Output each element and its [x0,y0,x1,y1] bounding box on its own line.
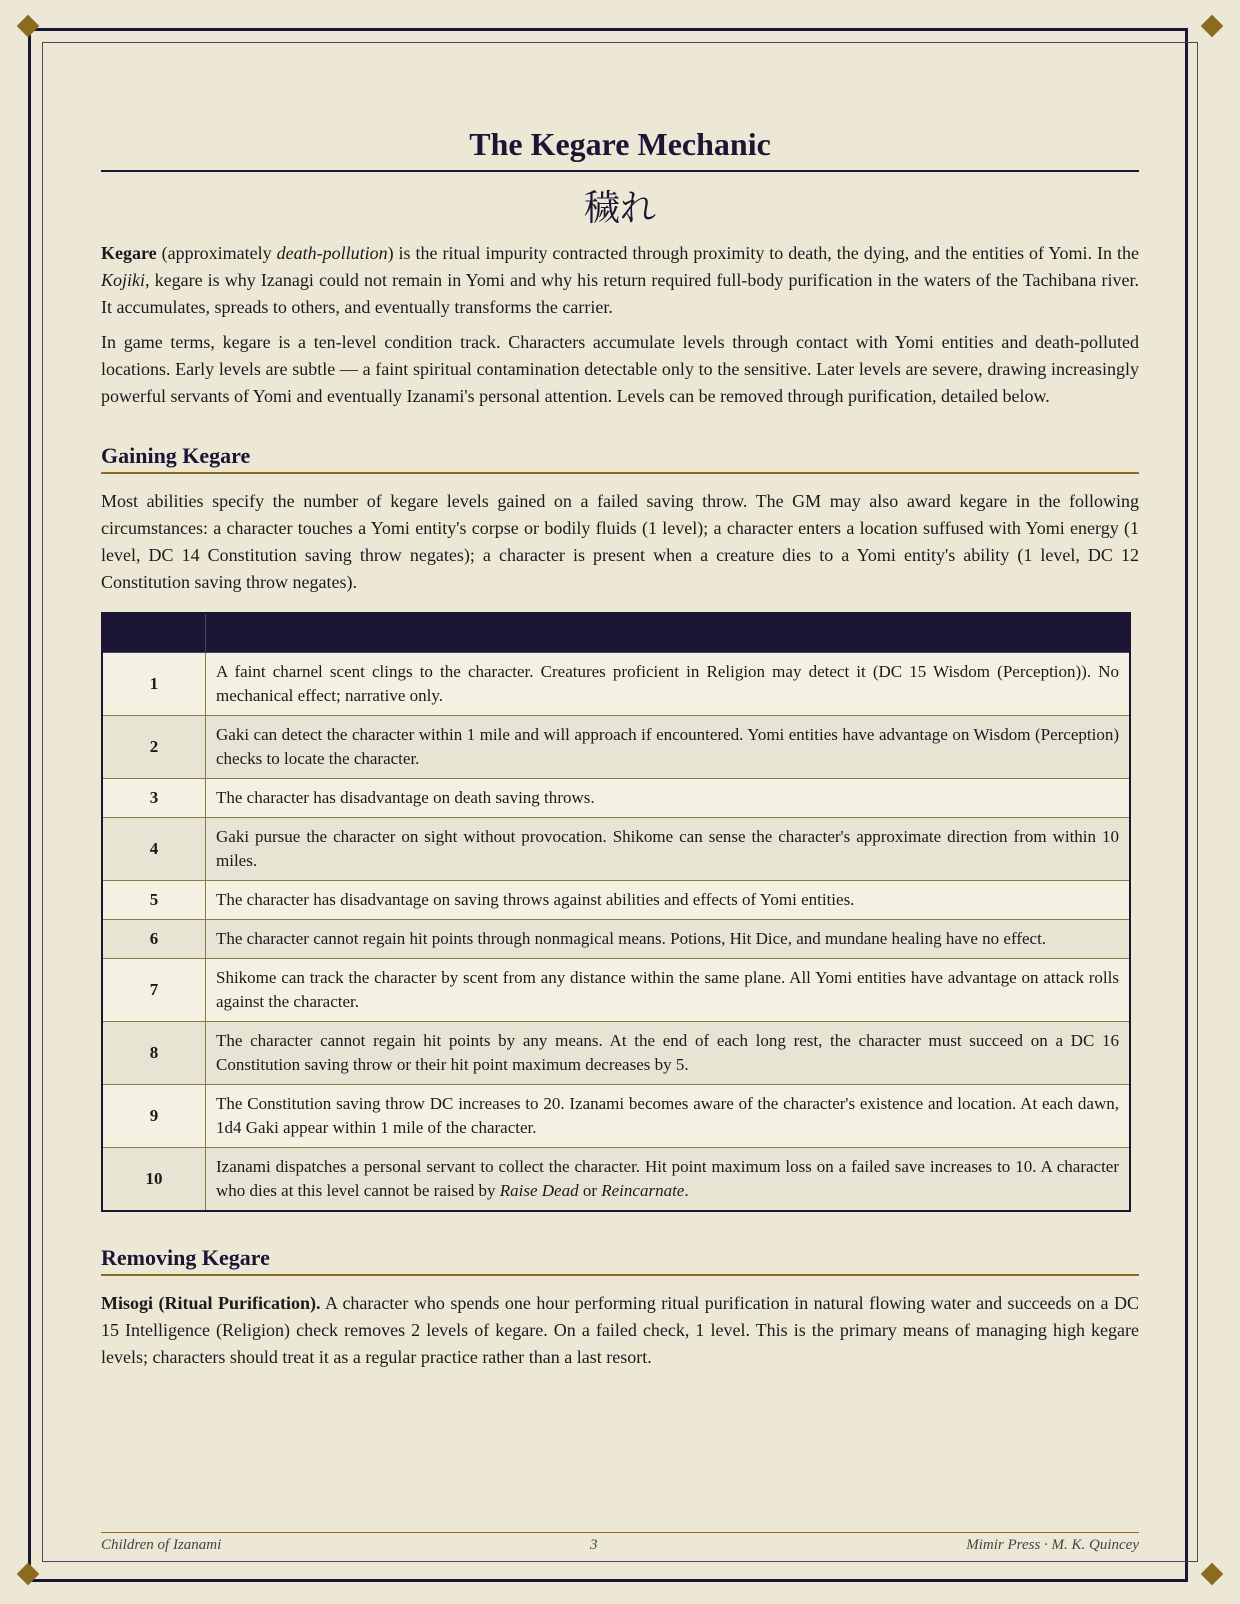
source-title: Kojiki [101,270,145,290]
effect-cell: Gaki pursue the character on sight without provocation. Shikome can sense the character's approximate direction from within 10 miles. [206,818,1131,881]
section-heading-removing: Removing Kegare [101,1244,1139,1276]
table-row [102,1148,1130,1212]
corner-ornament-top-right [1201,15,1224,38]
effect-cell: Gaki can detect the character within 1 mile and will approach if encountered. Yomi entities have advantage on Wisdom (Perception) checks to locate the character. [206,716,1131,779]
table-row [102,881,1130,920]
effect-cell: The Constitution saving throw DC increases to 20. Izanami becomes aware of the character's existence and location. At each dawn, 1d4 Gaki appear within 1 mile of the character. [206,1085,1131,1148]
effect-cell: The character has disadvantage on death saving throws. [206,779,1131,818]
effect-cell: Shikome can track the character by scent from any distance within the same plane. All Yomi entities have advantage on attack rolls against the character. [206,959,1131,1022]
table-row [102,716,1130,779]
intro-paragraph-1: Kegare (approximately death-pollution) is the ritual impurity contracted through proximity to death, the dying, and the entities of Yomi. In the Kojiki, kegare is why Izanagi could not remain in Yomi and why his return required full-body purification in the waters of the Tachibana river. It accumulates, spreads to others, and eventually transforms the carrier. [101,243,1139,317]
level-cell: 4 [102,818,206,881]
spell-name: Raise Dead [499,1181,579,1200]
effect-cell: Izanami dispatches a personal servant to collect the character. Hit point maximum loss on a failed save increases to 10. A character who dies at this level cannot be raised by Raise Dead or Reincarnate. [206,1148,1131,1212]
effect-cell: A faint charnel scent clings to the character. Creatures proficient in Religion may detect it (DC 15 Wisdom (Perception)). No mechanical effect; narrative only. [206,653,1131,716]
level-cell: 5 [102,881,206,920]
level-cell: 3 [102,779,206,818]
table-row [102,959,1130,1022]
level-cell: 6 [102,920,206,959]
table-row [102,779,1130,818]
corner-ornament-bottom-right [1201,1563,1224,1586]
effect-cell: The character cannot regain hit points by any means. At the end of each long rest, the character must succeed on a DC 16 Constitution saving throw or their hit point maximum decreases by 5. [206,1022,1131,1085]
spell-name: Reincarnate [601,1181,685,1200]
level-cell: 8 [102,1022,206,1085]
section-heading-gaining: Gaining Kegare [101,442,1139,474]
level-cell: 9 [102,1085,206,1148]
term-kegare: Kegare [101,243,157,263]
column-header-effect: Effect [206,613,1131,653]
intro-paragraph-2: In game terms, kegare is a ten-level condition track. Characters accumulate levels through contact with Yomi entities and death-polluted locations. Early levels are subtle — a faint spiritual contamination detectable only to the sensitive. Later levels are severe, drawing increasingly powerful servants of Yomi and eventually Izanami's personal attention. Levels can be removed through purification, detailed below. [101,332,1139,406]
level-cell: 10 [102,1148,206,1212]
page-number: 3 [590,1537,598,1553]
level-cell: 7 [102,959,206,1022]
effect-cell: The character cannot regain hit points through nonmagical means. Potions, Hit Dice, and mundane healing have no effect. [206,920,1131,959]
table-row [102,920,1130,959]
table-row [102,1085,1130,1148]
level-cell: 2 [102,716,206,779]
level-cell: 1 [102,653,206,716]
removing-paragraph: Misogi (Ritual Purification). A character who spends one hour performing ritual purification in natural flowing water and succeeds on a DC 15 Intelligence (Religion) check removes 2 levels of kegare. On a failed check, 1 level. This is the primary means of managing high kegare levels; characters should treat it as a regular practice rather than a last resort. [101,1293,1139,1367]
page-content [101,120,1139,1379]
title-kanji: 穢れ [583,188,656,229]
gaining-paragraph: Most abilities specify the number of kegare levels gained on a failed saving throw. The GM may also award kegare in the following circumstances: a character touches a Yomi entity's corpse or bodily fluids (1 level); a character enters a location suffused with Yomi energy (1 level, DC 14 Constitution saving throw negates); a character is present when a creature dies to a Yomi entity's ability (1 level, DC 12 Constitution saving throw negates). [101,491,1139,592]
kegare-level-table [101,612,1131,1212]
column-header-level: Level [102,613,206,653]
table-row [102,818,1130,881]
term-misogi: Misogi (Ritual Purification). [101,1293,321,1313]
footer-publisher-author: Mimir Press · M. K. Quincey [966,1537,1139,1553]
table-row [102,653,1130,716]
page-footer [101,1532,1139,1554]
footer-book-title: Children of Izanami [101,1537,222,1553]
effect-cell: The character has disadvantage on saving throws against abilities and effects of Yomi entities. [206,881,1131,920]
page-title: The Kegare Mechanic [101,120,1139,172]
gloss: death-pollution [276,243,388,263]
table-header-row [102,613,1130,653]
table-row [102,1022,1130,1085]
